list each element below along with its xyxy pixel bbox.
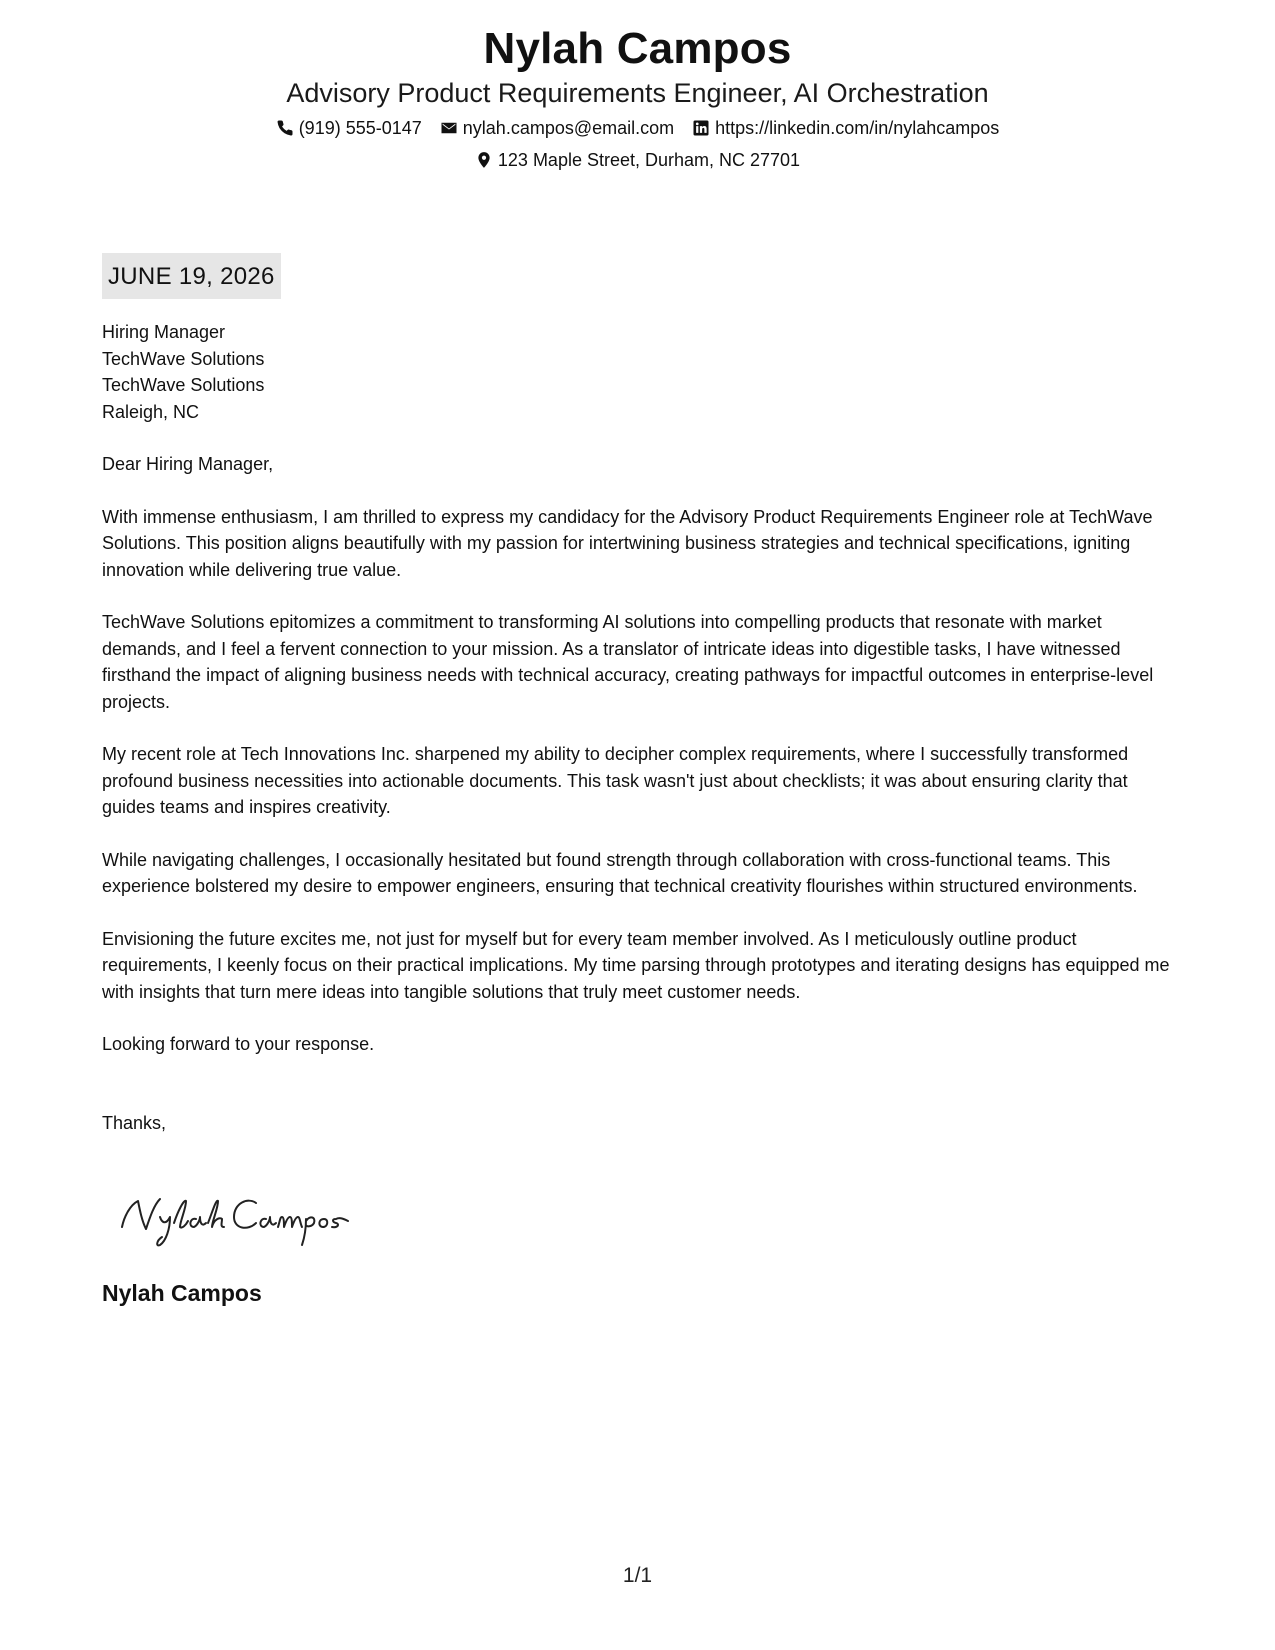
sign-off: Thanks, [102, 1112, 167, 1133]
signer-name: Nylah Campos [102, 1280, 262, 1306]
linkedin-link[interactable]: https://linkedin.com/in/nylahcampos [715, 118, 1000, 138]
contact-address [475, 148, 800, 172]
signature-graphic [116, 1187, 356, 1251]
contact-linkedin [692, 116, 999, 140]
closing-line: Looking forward to your response. [102, 1034, 375, 1054]
letter-date: JUNE 19, 2026 [102, 253, 281, 299]
phone-icon [276, 119, 294, 137]
recipient-company: TechWave Solutions [102, 348, 265, 369]
phone-number: (919) 555-0147 [298, 118, 422, 138]
body-paragraph: TechWave Solutions epitomizes a commitment to transforming AI solutions into compelling products that resonate with market demands, and I feel a fervent connection to your mission. As a translator of intricate ideas into digestible tasks, I have witnessed firsthand the impact of aligning business needs with technical accuracy, creating pathways for impactful outcomes in enterprise-level projects. [102, 612, 1154, 712]
recipient-company-line2: TechWave Solutions [102, 375, 265, 395]
email-link[interactable]: nylah.campos@email.com [462, 118, 675, 138]
contact-phone [276, 116, 422, 140]
body-paragraph: With immense enthusiasm, I am thrilled to express my candidacy for the Advisory Product Requirements Engineer role at TechWave Solutions. This position aligns beautifully with my passion for intertwining business strategies and technical specifications, igniting innovation while delivering true value. [102, 506, 1153, 580]
salutation: Dear Hiring Manager, [102, 454, 274, 474]
recipient-location: Raleigh, NC [102, 401, 200, 422]
contact-row [0, 116, 1275, 140]
body-paragraph: While navigating challenges, I occasionally hesitated but found strength through collaboration with cross-functional teams. This experience bolstered my desire to empower engineers, ensuring that technical creativity flourishes within structured environments. [102, 849, 1138, 896]
linkedin-icon [692, 119, 710, 137]
recipient-block [102, 319, 1182, 425]
address-text: 123 Maple Street, Durham, NC 27701 [497, 150, 801, 170]
letter-header [0, 22, 1275, 172]
envelope-icon [440, 119, 458, 137]
body-paragraph: My recent role at Tech Innovations Inc. sharpened my ability to decipher complex requirements, where I successfully transformed profound business necessities into actionable documents. This task wasn't just about checklists; it was about ensuring clarity that guides teams and inspires creativity. [102, 744, 1129, 817]
page-number: 1/1 [622, 1564, 653, 1587]
applicant-name: Nylah Campos [483, 24, 792, 73]
body-paragraph: Envisioning the future excites me, not just for myself but for every team member involved. As I meticulously outline product requirements, I keenly focus on their practical implications. My time parsing through prototypes and iterating designs has equipped me with insights that turn mere ideas into tangible solutions that truly meet customer needs. [102, 928, 1170, 1002]
applicant-role: Advisory Product Requirements Engineer, AI Orchestration [286, 78, 989, 108]
recipient-title: Hiring Manager [102, 322, 226, 342]
handwritten-signature [116, 1187, 356, 1251]
map-marker-icon [475, 151, 493, 169]
contact-email [440, 116, 674, 140]
letter-body [102, 319, 1182, 1136]
address-row [0, 148, 1275, 172]
